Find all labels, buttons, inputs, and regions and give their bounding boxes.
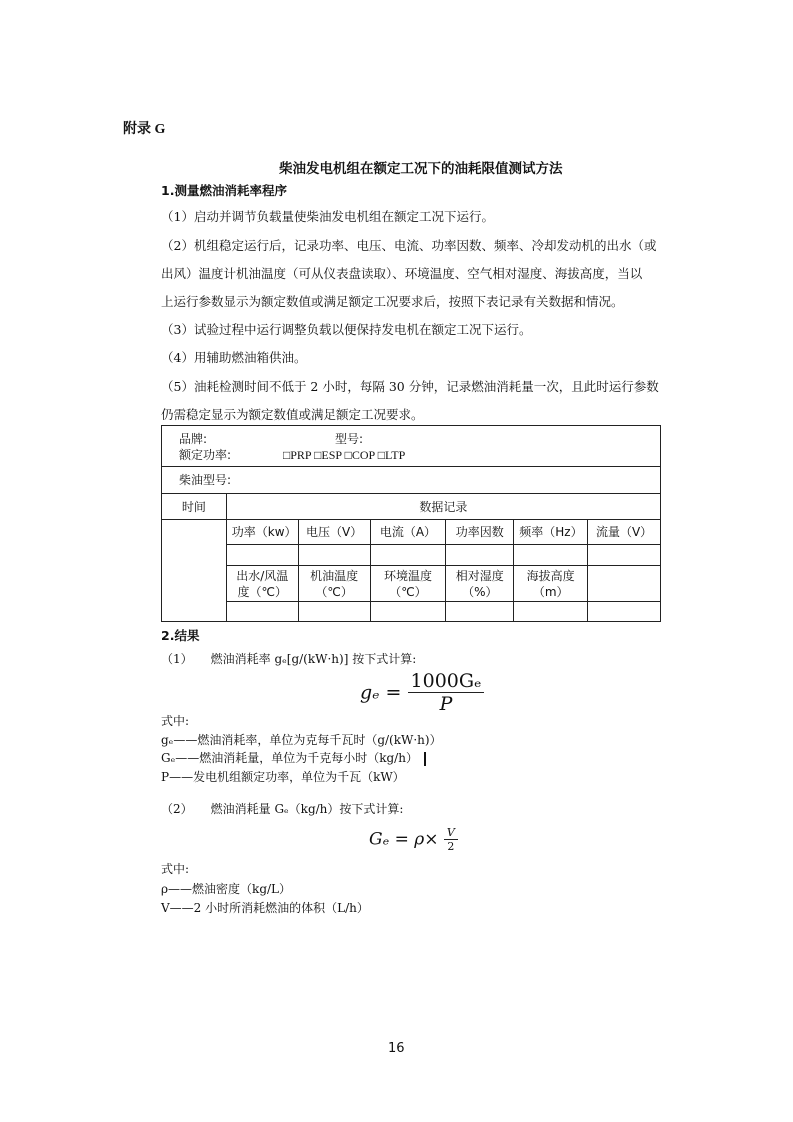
formula-fuel-consumption [369,826,458,853]
humidity-header: 相对湿度（%） [446,566,514,602]
step-2-line2: 出风）温度计机油温度（可从仪表盘读取）、环境温度、空气相对湿度、海拔高度，当以 [161,266,643,281]
definition-ge-consumption-text: Gₑ——燃油消耗量，单位为千克每小时（kg/h） [161,751,418,765]
table-cell [370,545,446,566]
frequency-header: 频率（Hz） [514,520,588,545]
table-cell [298,602,370,622]
header-info-cell [162,426,661,467]
model-label: 型号: [335,432,364,446]
data-record-header: 数据记录 [226,494,660,520]
table-cell [226,602,298,622]
definition-ge-rate: gₑ——燃油消耗率，单位为克每千瓦时（g/(kW·h)） [161,733,442,747]
outlet-temp-header: 出水/风温度（℃） [226,566,298,602]
rated-power-label: 额定功率: [179,448,232,462]
table-cell [588,602,661,622]
step-1: （1）启动并调节负载量使柴油发电机组在额定工况下运行。 [161,209,494,224]
record-table [161,425,661,622]
formula1-lhs: gₑ = [360,681,402,704]
where-label-1: 式中: [161,714,190,728]
table-cell [588,566,661,602]
power-header: 功率（kw） [226,520,298,545]
flow-header: 流量（V） [588,520,661,545]
step-3: （3）试验过程中运行调整负载以便保持发电机在额定工况下运行。 [161,322,532,337]
time-cell [162,520,227,622]
table-cell [370,602,446,622]
step-5-line1: （5）油耗检测时间不低于 2 小时，每隔 30 分钟，记录燃油消耗量一次，且此时运行参数 [161,379,659,394]
formula2-fraction [444,826,458,853]
table-cell [588,545,661,566]
table-cell [514,545,588,566]
oil-temp-header: 机油温度（℃） [298,566,370,602]
current-header: 电流（A） [370,520,446,545]
brand-label: 品牌: [179,432,208,446]
voltage-header: 电压（V） [298,520,370,545]
step-4: （4）用辅助燃油箱供油。 [161,350,307,365]
formula2-denominator: 2 [447,840,455,853]
power-factor-header: 功率因数 [446,520,514,545]
step-5-line2: 仍需稳定显示为额定数值或满足额定工况要求。 [161,407,424,422]
step-2-line1: （2）机组稳定运行后，记录功率、电压、电流、功率因数、频率、冷却发动机的出水（或 [161,238,657,253]
formula2-numerator: V [444,826,458,840]
text-cursor [424,752,426,766]
power-type-options: □PRP □ESP □COP □LTP [283,448,406,462]
section2-heading: 2.结果 [161,628,200,643]
section1-heading: 1.测量燃油消耗率程序 [161,183,287,198]
table-cell [446,602,514,622]
appendix-label: 附录 G [123,122,166,137]
ambient-temp-header: 环境温度（℃） [370,566,446,602]
table-cell [514,602,588,622]
diesel-model-label: 柴油型号: [162,467,661,494]
result-item-2: （2） 燃油消耗量 Gₑ（kg/h）按下式计算: [161,802,404,816]
table-cell [226,545,298,566]
definition-rho: ρ——燃油密度（kg/L） [161,882,292,896]
table-cell [446,545,514,566]
where-label-2: 式中: [161,862,190,876]
table-cell [298,545,370,566]
step-2-line3: 上运行参数显示为额定数值或满足额定工况要求后，按照下表记录有关数据和情况。 [161,294,624,309]
definition-v: V——2 小时所消耗燃油的体积（L/h） [161,901,369,915]
page-number: 16 [388,1041,405,1056]
formula-fuel-rate [360,670,484,715]
altitude-header: 海拔高度（m） [514,566,588,602]
formula1-fraction [408,670,485,715]
time-header: 时间 [162,494,227,520]
result-item-1: （1） 燃油消耗率 gₑ[g/(kW·h)] 按下式计算: [161,652,417,666]
definition-ge-consumption [161,749,426,766]
formula1-numerator: 1000Gₑ [408,670,485,693]
formula2-lhs: Gₑ = ρ× [369,829,439,850]
document-title: 柴油发电机组在额定工况下的油耗限值测试方法 [279,161,563,177]
formula1-denominator: P [439,693,453,715]
definition-p: P——发电机组额定功率，单位为千瓦（kW） [161,770,405,784]
